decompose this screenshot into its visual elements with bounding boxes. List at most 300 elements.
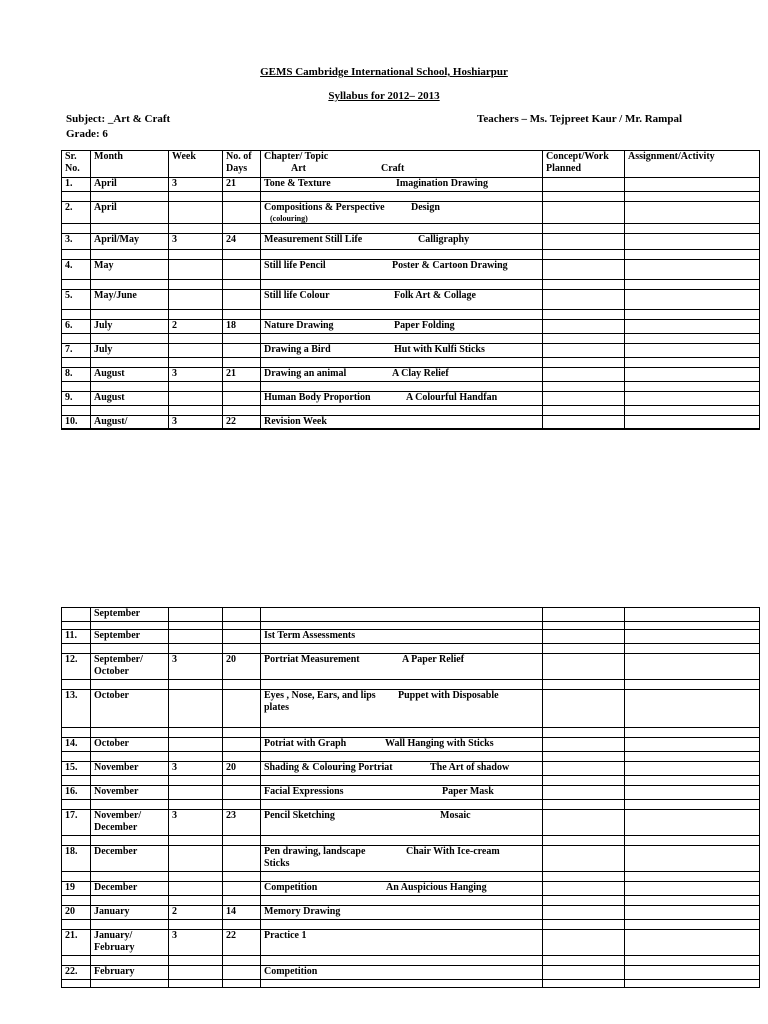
cell-week: 3	[169, 810, 223, 836]
spacer-row	[62, 956, 760, 966]
cell-week: 3	[169, 416, 223, 429]
spacer-cell	[62, 728, 91, 738]
cell-days	[223, 392, 261, 406]
table-row	[62, 178, 760, 192]
spacer-cell	[91, 752, 169, 762]
spacer-cell	[261, 358, 543, 368]
spacer-cell	[62, 680, 91, 690]
spacer-cell	[91, 680, 169, 690]
col-topic-craft: Craft	[381, 163, 405, 174]
cell-sr: 11.	[62, 630, 91, 644]
topic-art: Facial Expressions	[264, 786, 344, 797]
grade-label: Grade: 6	[66, 128, 108, 140]
table-row	[62, 846, 760, 872]
spacer-cell	[169, 382, 223, 392]
cell-days	[223, 202, 261, 224]
cell-days: 23	[223, 810, 261, 836]
spacer-cell	[261, 752, 543, 762]
topic-art: Ist Term Assessments	[264, 630, 356, 641]
cell-topic	[261, 320, 543, 334]
spacer-row	[62, 644, 760, 654]
cell-month: November	[91, 786, 169, 800]
spacer-cell	[261, 980, 543, 988]
spacer-cell	[91, 896, 169, 906]
cell-concept	[543, 762, 625, 776]
topic-art: Revision Week	[264, 416, 327, 427]
topic-art: Pen drawing, landscape	[264, 846, 366, 857]
cell-month: January	[91, 906, 169, 920]
cell-month: February	[91, 966, 169, 980]
cell-month: May	[91, 260, 169, 280]
cell-days	[223, 344, 261, 358]
cell-assignment	[625, 234, 760, 250]
cell-assignment	[625, 260, 760, 280]
col-topic	[261, 151, 543, 178]
spacer-row	[62, 800, 760, 810]
topic-art: Drawing a Bird	[264, 344, 331, 355]
cell-days	[223, 966, 261, 980]
topic-craft: Puppet with Disposable	[398, 690, 499, 701]
cell-month: July	[91, 320, 169, 334]
syllabus-table-part2	[61, 607, 760, 988]
cell-topic	[261, 762, 543, 776]
cell-topic	[261, 630, 543, 644]
spacer-cell	[169, 800, 223, 810]
cell-topic	[261, 654, 543, 680]
col-topic-art: Art	[291, 163, 306, 174]
cell-days: 14	[223, 906, 261, 920]
spacer-row	[62, 406, 760, 416]
spacer-cell	[91, 224, 169, 234]
spacer-cell	[261, 334, 543, 344]
cell-month: August	[91, 392, 169, 406]
spacer-cell	[91, 280, 169, 290]
cell-week: 3	[169, 762, 223, 776]
col-sr: Sr. No.	[62, 151, 91, 178]
spacer-cell	[223, 334, 261, 344]
cell-month: December	[91, 846, 169, 872]
spacer-cell	[91, 872, 169, 882]
topic-line	[264, 966, 539, 978]
spacer-cell	[543, 622, 625, 630]
cell-month: September/ October	[91, 654, 169, 680]
cell-assignment	[625, 762, 760, 776]
teachers-label: Teachers – Ms. Tejpreet Kaur / Mr. Rampal	[477, 113, 683, 125]
spacer-row	[62, 382, 760, 392]
cell-concept	[543, 654, 625, 680]
spacer-cell	[169, 728, 223, 738]
cell-topic	[261, 416, 543, 429]
topic-craft: A Clay Relief	[392, 368, 449, 379]
spacer-cell	[223, 280, 261, 290]
cell-topic	[261, 846, 543, 872]
cell-days	[223, 260, 261, 280]
table-row	[62, 290, 760, 310]
cell-assignment	[625, 882, 760, 896]
cell-week	[169, 966, 223, 980]
spacer-cell	[625, 896, 760, 906]
spacer-cell	[625, 644, 760, 654]
spacer-row	[62, 920, 760, 930]
spacer-row	[62, 776, 760, 786]
spacer-cell	[261, 920, 543, 930]
cell-concept	[543, 810, 625, 836]
topic-line	[264, 930, 539, 942]
cell-week: 3	[169, 234, 223, 250]
table-row	[62, 738, 760, 752]
topic-art: Shading & Colouring Portriat	[264, 762, 393, 773]
spacer-cell	[169, 680, 223, 690]
table-row	[62, 654, 760, 680]
cell-days: 20	[223, 654, 261, 680]
spacer-cell	[62, 920, 91, 930]
cell-month: September	[91, 608, 169, 622]
spacer-cell	[625, 429, 760, 430]
cell-month: April	[91, 202, 169, 224]
spacer-cell	[223, 192, 261, 202]
col-days: No. of Days	[223, 151, 261, 178]
spacer-cell	[625, 310, 760, 320]
spacer-cell	[62, 800, 91, 810]
cell-month: May/June	[91, 290, 169, 310]
spacer-row	[62, 250, 760, 260]
cell-topic	[261, 260, 543, 280]
cell-sr: 22.	[62, 966, 91, 980]
spacer-cell	[169, 622, 223, 630]
cell-month: August/	[91, 416, 169, 429]
spacer-cell	[223, 358, 261, 368]
spacer-cell	[543, 776, 625, 786]
cell-week: 3	[169, 654, 223, 680]
cell-concept	[543, 786, 625, 800]
topic-art: Practice 1	[264, 930, 307, 941]
topic-art-continued: plates	[264, 702, 289, 713]
cell-assignment	[625, 392, 760, 406]
cell-concept	[543, 202, 625, 224]
subject-label: Subject: _Art & Craft	[66, 113, 171, 125]
spacer-cell	[62, 192, 91, 202]
cell-sr: 10.	[62, 416, 91, 429]
spacer-cell	[543, 836, 625, 846]
cell-days: 20	[223, 762, 261, 776]
table-row	[62, 608, 760, 622]
spacer-cell	[91, 382, 169, 392]
spacer-cell	[625, 752, 760, 762]
cell-days: 21	[223, 178, 261, 192]
cell-sr: 18.	[62, 846, 91, 872]
spacer-cell	[223, 644, 261, 654]
cell-sr: 20	[62, 906, 91, 920]
table-row	[62, 630, 760, 644]
cell-week	[169, 786, 223, 800]
cell-week	[169, 608, 223, 622]
cell-month: November/ December	[91, 810, 169, 836]
topic-art: Still life Colour	[264, 290, 330, 301]
cell-concept	[543, 930, 625, 956]
topic-line	[264, 368, 539, 380]
cell-topic	[261, 930, 543, 956]
spacer-cell	[91, 956, 169, 966]
cell-month: April/May	[91, 234, 169, 250]
spacer-cell	[223, 836, 261, 846]
spacer-cell	[261, 250, 543, 260]
spacer-row	[62, 622, 760, 630]
topic-craft: Calligraphy	[418, 234, 470, 245]
cell-concept	[543, 966, 625, 980]
spacer-cell	[223, 224, 261, 234]
cell-concept	[543, 392, 625, 406]
cell-sr: 9.	[62, 392, 91, 406]
cell-assignment	[625, 930, 760, 956]
spacer-cell	[543, 224, 625, 234]
spacer-cell	[62, 896, 91, 906]
spacer-cell	[543, 406, 625, 416]
table-row	[62, 202, 760, 224]
col-month: Month	[91, 151, 169, 178]
spacer-cell	[62, 310, 91, 320]
spacer-cell	[169, 980, 223, 988]
spacer-cell	[543, 896, 625, 906]
cell-assignment	[625, 906, 760, 920]
spacer-cell	[625, 382, 760, 392]
cell-concept	[543, 290, 625, 310]
topic-art: Competition	[264, 882, 318, 893]
cell-days	[223, 738, 261, 752]
cell-topic	[261, 786, 543, 800]
topic-art: Portriat Measurement	[264, 654, 360, 665]
spacer-cell	[625, 956, 760, 966]
spacer-cell	[223, 622, 261, 630]
spacer-cell	[543, 334, 625, 344]
topic-art: Drawing an animal	[264, 368, 347, 379]
spacer-cell	[261, 956, 543, 966]
col-assignment: Assignment/Activity	[625, 151, 760, 178]
cell-assignment	[625, 690, 760, 728]
spacer-row	[62, 429, 760, 430]
spacer-cell	[543, 800, 625, 810]
cell-concept	[543, 416, 625, 429]
topic-art: Competition	[264, 966, 318, 977]
cell-assignment	[625, 630, 760, 644]
table-row	[62, 906, 760, 920]
cell-concept	[543, 234, 625, 250]
cell-sr: 7.	[62, 344, 91, 358]
spacer-row	[62, 334, 760, 344]
topic-line	[264, 846, 539, 858]
cell-days	[223, 690, 261, 728]
syllabus-title: Syllabus for 2012– 2013	[328, 90, 440, 102]
spacer-cell	[223, 776, 261, 786]
cell-assignment	[625, 846, 760, 872]
spacer-row	[62, 224, 760, 234]
topic-art: Tone & Texture	[264, 178, 331, 189]
cell-week: 2	[169, 906, 223, 920]
spacer-cell	[169, 872, 223, 882]
spacer-cell	[91, 622, 169, 630]
spacer-cell	[625, 728, 760, 738]
table-row	[62, 416, 760, 429]
spacer-cell	[261, 644, 543, 654]
cell-days	[223, 608, 261, 622]
spacer-cell	[543, 752, 625, 762]
spacer-cell	[223, 429, 261, 430]
spacer-cell	[169, 896, 223, 906]
cell-days	[223, 786, 261, 800]
spacer-cell	[62, 250, 91, 260]
spacer-cell	[543, 382, 625, 392]
spacer-cell	[223, 728, 261, 738]
spacer-cell	[625, 250, 760, 260]
table-row	[62, 882, 760, 896]
topic-craft: The Art of shadow	[430, 762, 510, 773]
table-row	[62, 690, 760, 728]
spacer-cell	[261, 872, 543, 882]
col-concept: Concept/Work Planned	[543, 151, 625, 178]
cell-sr: 8.	[62, 368, 91, 382]
cell-concept	[543, 260, 625, 280]
spacer-cell	[169, 280, 223, 290]
cell-concept	[543, 882, 625, 896]
col-topic-title: Chapter/ Topic	[264, 151, 329, 162]
spacer-cell	[261, 429, 543, 430]
cell-week	[169, 344, 223, 358]
cell-sr	[62, 608, 91, 622]
topic-craft: Paper Folding	[394, 320, 455, 331]
spacer-cell	[91, 406, 169, 416]
table-row	[62, 966, 760, 980]
spacer-cell	[223, 752, 261, 762]
topic-craft: Imagination Drawing	[396, 178, 488, 189]
spacer-cell	[625, 280, 760, 290]
spacer-cell	[62, 980, 91, 988]
spacer-cell	[223, 310, 261, 320]
cell-week	[169, 392, 223, 406]
spacer-row	[62, 728, 760, 738]
cell-month: November	[91, 762, 169, 776]
spacer-cell	[223, 382, 261, 392]
topic-art: Pencil Sketching	[264, 810, 335, 821]
topic-craft: Paper Mask	[442, 786, 494, 797]
spacer-cell	[62, 752, 91, 762]
spacer-cell	[625, 224, 760, 234]
spacer-cell	[543, 680, 625, 690]
spacer-cell	[543, 728, 625, 738]
topic-line	[264, 344, 539, 356]
col-week: Week	[169, 151, 223, 178]
spacer-row	[62, 192, 760, 202]
spacer-cell	[91, 980, 169, 988]
spacer-cell	[91, 836, 169, 846]
cell-assignment	[625, 966, 760, 980]
spacer-cell	[223, 920, 261, 930]
cell-topic	[261, 906, 543, 920]
cell-assignment	[625, 202, 760, 224]
topic-note: (colouring)	[270, 214, 308, 223]
cell-sr: 13.	[62, 690, 91, 728]
cell-concept	[543, 368, 625, 382]
topic-line	[264, 882, 539, 894]
topic-line	[264, 260, 539, 272]
spacer-cell	[261, 224, 543, 234]
table-row	[62, 260, 760, 280]
cell-topic	[261, 368, 543, 382]
cell-topic	[261, 810, 543, 836]
spacer-cell	[91, 800, 169, 810]
cell-assignment	[625, 290, 760, 310]
spacer-cell	[261, 622, 543, 630]
spacer-cell	[91, 429, 169, 430]
cell-week	[169, 202, 223, 224]
cell-days	[223, 630, 261, 644]
topic-craft: Chair With Ice-cream	[406, 846, 500, 857]
spacer-cell	[261, 310, 543, 320]
spacer-cell	[62, 382, 91, 392]
cell-topic	[261, 234, 543, 250]
topic-art: Measurement Still Life	[264, 234, 363, 245]
spacer-cell	[261, 836, 543, 846]
topic-craft: Design	[411, 202, 440, 213]
spacer-cell	[91, 334, 169, 344]
cell-week: 3	[169, 178, 223, 192]
spacer-cell	[543, 956, 625, 966]
cell-days	[223, 882, 261, 896]
spacer-cell	[261, 382, 543, 392]
spacer-cell	[223, 872, 261, 882]
cell-sr: 1.	[62, 178, 91, 192]
cell-week: 3	[169, 368, 223, 382]
cell-days: 22	[223, 930, 261, 956]
cell-concept	[543, 630, 625, 644]
table-row	[62, 368, 760, 382]
spacer-cell	[169, 956, 223, 966]
cell-sr: 16.	[62, 786, 91, 800]
spacer-cell	[625, 406, 760, 416]
spacer-row	[62, 680, 760, 690]
table-row	[62, 344, 760, 358]
spacer-cell	[62, 836, 91, 846]
topic-line	[264, 202, 539, 214]
spacer-cell	[169, 920, 223, 930]
cell-topic	[261, 178, 543, 192]
table-header-row	[62, 151, 760, 178]
spacer-cell	[543, 250, 625, 260]
spacer-cell	[169, 310, 223, 320]
spacer-cell	[261, 896, 543, 906]
spacer-cell	[543, 358, 625, 368]
table-row	[62, 234, 760, 250]
spacer-cell	[261, 728, 543, 738]
cell-days	[223, 846, 261, 872]
cell-sr: 15.	[62, 762, 91, 776]
cell-sr: 12.	[62, 654, 91, 680]
topic-craft: Poster & Cartoon Drawing	[392, 260, 508, 271]
spacer-cell	[62, 776, 91, 786]
topic-art: Human Body Proportion	[264, 392, 371, 403]
spacer-cell	[261, 680, 543, 690]
cell-sr: 17.	[62, 810, 91, 836]
spacer-cell	[169, 250, 223, 260]
col-topic-sub	[264, 163, 539, 175]
spacer-cell	[261, 192, 543, 202]
topic-line	[264, 290, 539, 302]
spacer-cell	[223, 980, 261, 988]
topic-craft: A Paper Relief	[402, 654, 465, 665]
cell-concept	[543, 906, 625, 920]
cell-concept	[543, 738, 625, 752]
topic-line	[264, 906, 539, 918]
cell-concept	[543, 690, 625, 728]
spacer-row	[62, 896, 760, 906]
